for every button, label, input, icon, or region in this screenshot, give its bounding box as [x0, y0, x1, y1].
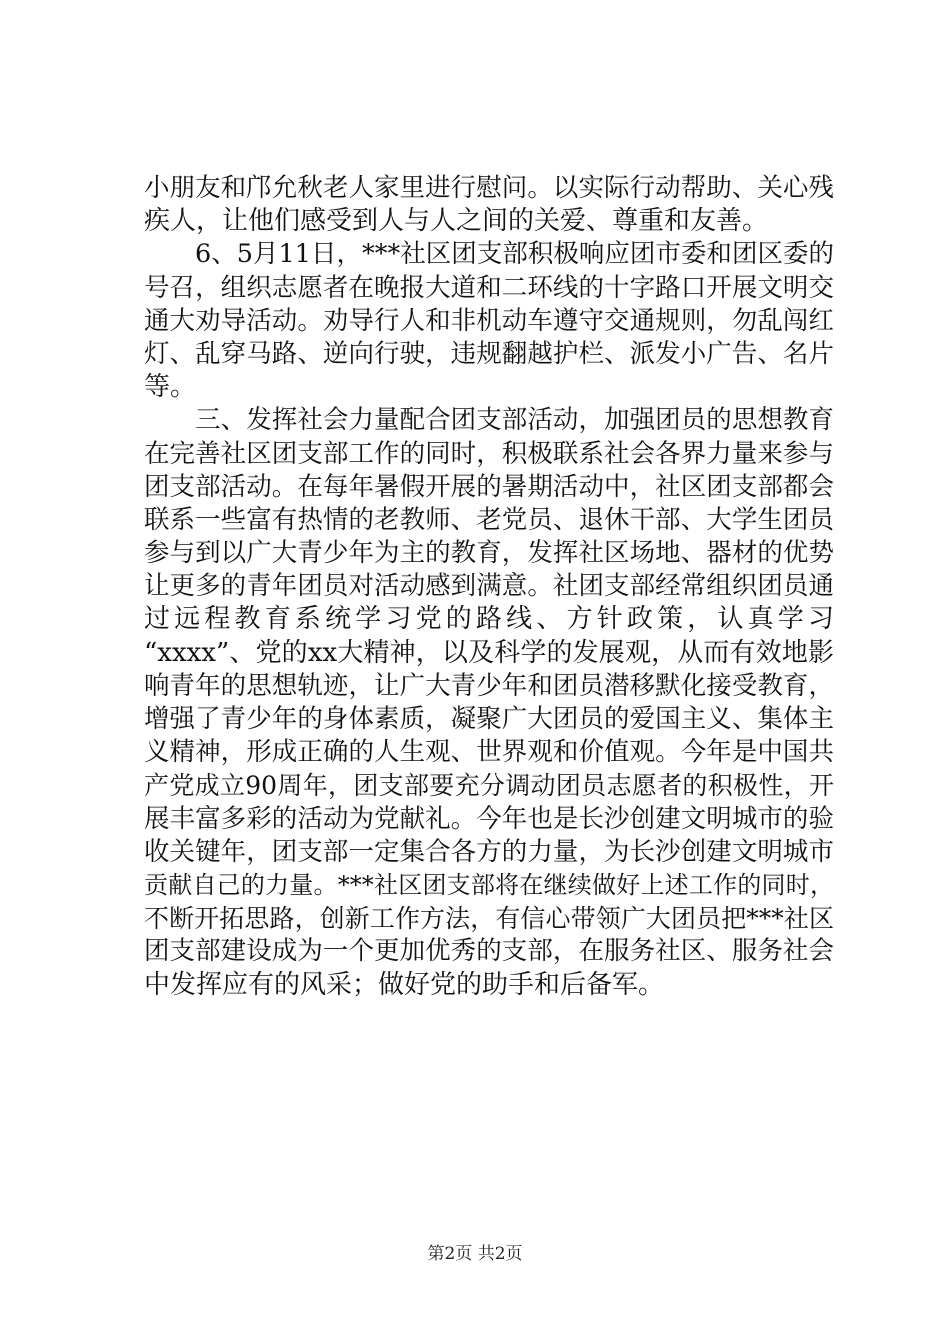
text-line: 增强了青少年的身体素质，凝聚广大团员的爱国主义、集体主: [144, 704, 834, 734]
text-line: 小朋友和邝允秋老人家里进行慰问。以实际行动帮助、关心残: [144, 173, 834, 203]
text-line: 等。: [144, 372, 197, 403]
text-line: 号召，组织志愿者在晚报大道和二环线的十字路口开展文明交: [144, 272, 834, 303]
text-line: 6、5月11日，***社区团支部积极响应团市委和团区委的: [144, 239, 834, 270]
text-line: 团支部活动。在每年暑假开展的暑期活动中，社区团支部都会: [144, 471, 834, 502]
text-line: 义精神，形成正确的人生观、世界观和价值观。今年是中国共: [144, 737, 834, 768]
text-line: 疾人，让他们感受到人与人之间的关爱、尊重和友善。: [144, 206, 769, 237]
text-line: 贡献自己的力量。***社区团支部将在继续做好上述工作的同时，: [144, 870, 834, 899]
text-line: 产党成立90周年，团支部要充分调动团员志愿者的积极性，开: [144, 771, 834, 801]
text-line: 不断开拓思路，创新工作方法，有信心带领广大团员把***社区: [144, 904, 834, 934]
text-line: 响青年的思想轨迹，让广大青少年和团员潜移默化接受教育，: [144, 670, 834, 701]
text-line: 灯、乱穿马路、逆向行驶，违规翻越护栏、派发小广告、名片: [144, 338, 834, 369]
text-line: 参与到以广大青少年为主的教育，发挥社区场地、器材的优势: [144, 538, 834, 569]
text-line: 通大劝导活动。劝导行人和非机动车遵守交通规则，勿乱闯红: [144, 305, 834, 336]
text-line: 过远程教育系统学习党的路线、方针政策，认真学习: [144, 604, 834, 635]
text-line: 联系一些富有热情的老教师、老党员、退休干部、大学生团员: [144, 504, 834, 535]
text-line: “xxxx”、党的xx大精神，以及科学的发展观，从而有效地影: [144, 637, 834, 668]
page-footer: 第2页 共2页: [427, 1244, 523, 1264]
text-line: 收关键年，团支部一定集合各方的力量，为长沙创建文明城市: [144, 836, 834, 867]
text-line: 展丰富多彩的活动为党献礼。今年也是长沙创建文明城市的验: [144, 803, 834, 834]
text-line: 让更多的青年团员对活动感到满意。社团支部经常组织团员通: [144, 571, 834, 602]
text-line: 中发挥应有的风采；做好党的助手和后备军。: [144, 969, 665, 1000]
text-line: 三、发挥社会力量配合团支部活动，加强团员的思想教育: [144, 405, 834, 436]
text-line: 在完善社区团支部工作的同时，积极联系社会各界力量来参与: [144, 438, 834, 469]
document-body: [144, 172, 834, 1002]
text-line: 团支部建设成为一个更加优秀的支部，在服务社区、服务社会: [144, 936, 834, 967]
